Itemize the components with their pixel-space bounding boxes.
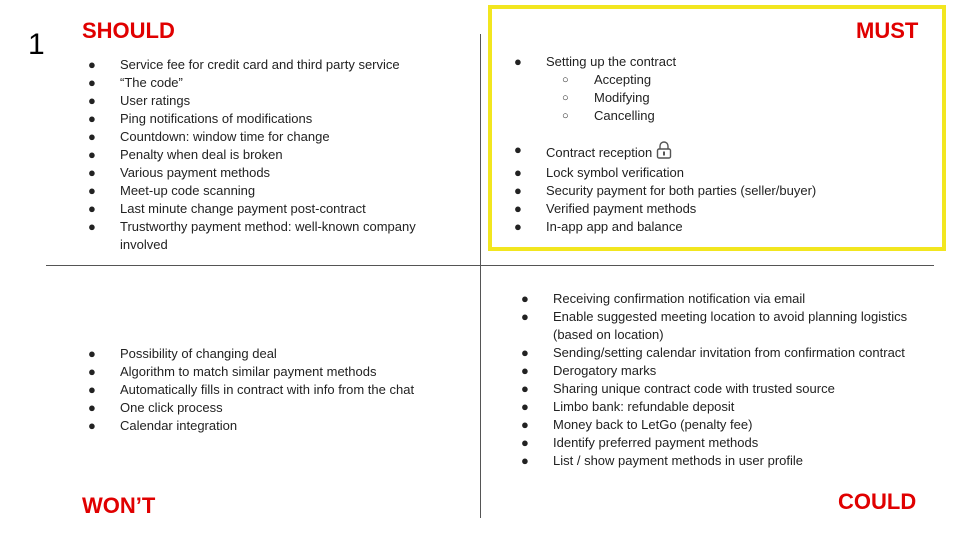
list-item: ● Service fee for credit card and third party service (88, 57, 400, 72)
list-item: ● Possibility of changing deal (88, 346, 277, 361)
list-item: ● Lock symbol verification (514, 165, 684, 180)
slide-number: 1 (28, 28, 45, 61)
list-item: ● Enable suggested meeting location to avoid planning logistics (based on location) (521, 309, 908, 342)
list-item: ● In-app app and balance (514, 219, 683, 234)
list-item: ● User ratings (88, 93, 191, 108)
list-item: ● Automatically fills in contract with info from the chat (88, 382, 415, 397)
should-list (88, 56, 448, 254)
list-item: ● Verified payment methods (514, 201, 697, 216)
list-item: ● Identify preferred payment methods (521, 435, 759, 450)
list-item: ● Penalty when deal is broken (88, 147, 283, 162)
list-item: ● Meet-up code scanning (88, 183, 256, 198)
should-heading: SHOULD (82, 18, 175, 43)
list-item: ● Last minute change payment post-contract (88, 201, 366, 216)
list-item: ● Derogatory marks (521, 363, 657, 378)
wont-heading: WON’T (82, 493, 156, 518)
list-item: ● Sending/setting calendar invitation from confirmation contract (521, 345, 905, 360)
list-item: ● Various payment methods (88, 165, 271, 180)
list-item: ● List / show payment methods in user profile (521, 453, 804, 468)
sub-list-item: ○ Cancelling (562, 108, 655, 123)
must-heading: MUST (856, 18, 919, 43)
spacer (514, 125, 924, 141)
list-item: ● Limbo bank: refundable deposit (521, 399, 735, 414)
list-item: ● Setting up the contract ○ Accepting ○ Modifying ○ Cancelling (514, 53, 924, 125)
could-heading: COULD (838, 489, 917, 514)
list-item: ● Trustworthy payment method: well-known company involved (88, 219, 416, 252)
must-sub-list (546, 71, 924, 125)
sub-list-item: ○ Accepting (562, 72, 652, 87)
list-item: ● Calendar integration (88, 418, 238, 433)
lock-icon (656, 141, 672, 164)
wont-list (88, 345, 458, 435)
must-list (514, 53, 924, 236)
list-item: ● “The code” (88, 75, 183, 90)
list-item: ● Security payment for both parties (seller/buyer) (514, 183, 817, 198)
list-item: ● Receiving confirmation notification via email (521, 291, 806, 306)
list-item: ● Countdown: window time for change (88, 129, 330, 144)
list-item: ● Ping notifications of modifications (88, 111, 313, 126)
list-item: ● Contract reception (514, 141, 924, 164)
list-item: ● One click process (88, 400, 223, 415)
could-list (521, 290, 931, 470)
list-item: ● Sharing unique contract code with trusted source (521, 381, 835, 396)
list-item: ● Money back to LetGo (penalty fee) (521, 417, 753, 432)
horizontal-divider (46, 265, 934, 266)
list-item: ● Algorithm to match similar payment methods (88, 364, 377, 379)
sub-list-item: ○ Modifying (562, 90, 650, 105)
vertical-divider (480, 34, 481, 518)
